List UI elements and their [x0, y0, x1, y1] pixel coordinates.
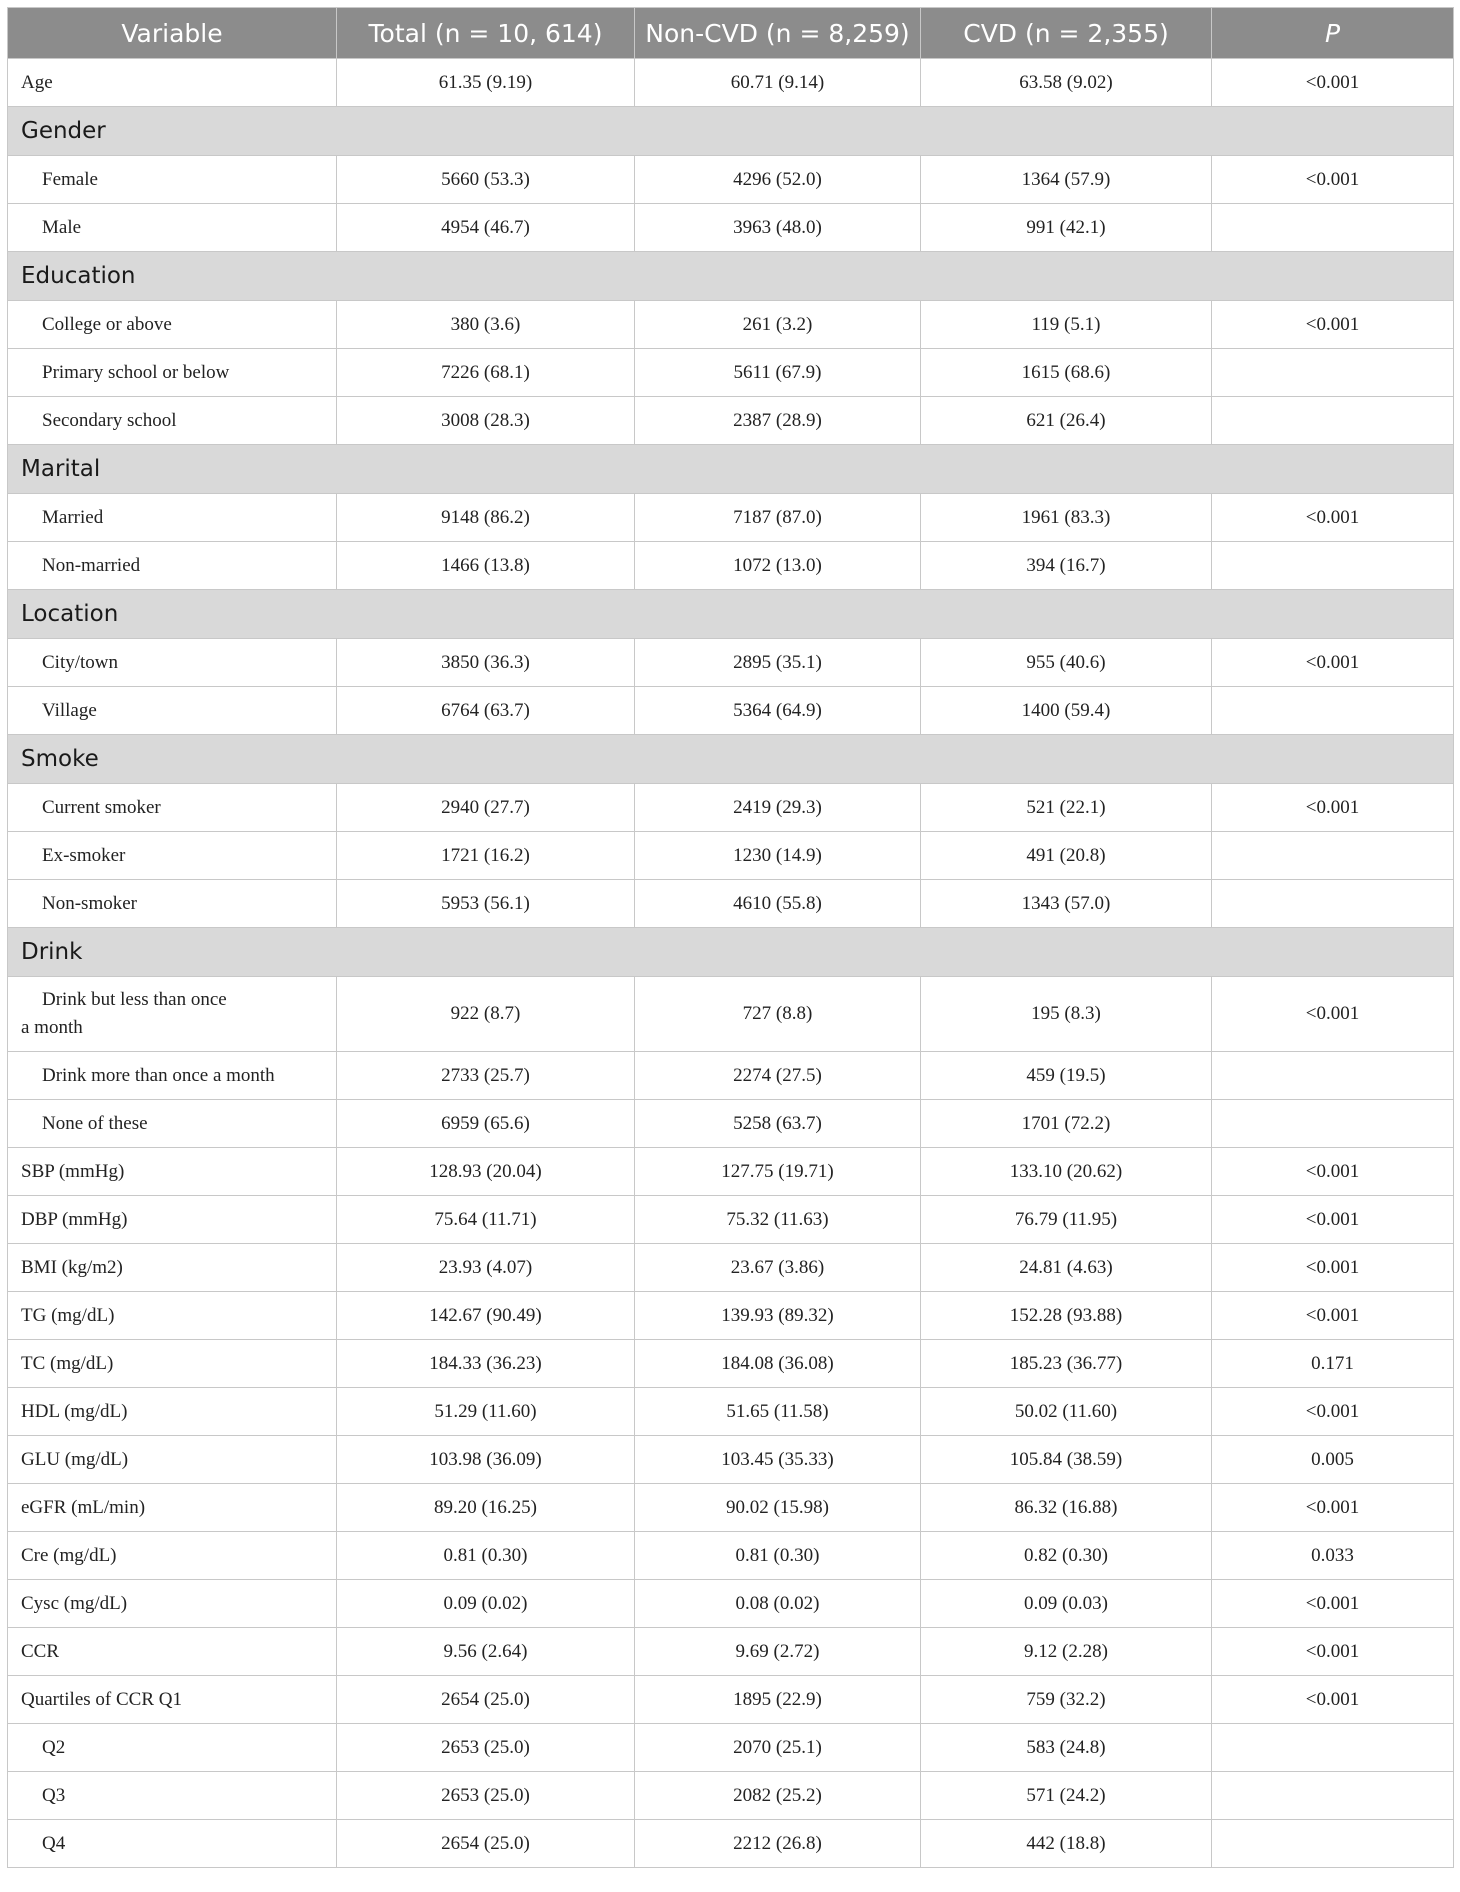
- cell-non-cvd: 51.65 (11.58): [635, 1388, 921, 1436]
- cell-cvd: 133.10 (20.62): [921, 1148, 1212, 1196]
- cell-total: 7226 (68.1): [337, 349, 635, 397]
- cell-cvd: 152.28 (93.88): [921, 1292, 1212, 1340]
- cell-cvd: 442 (18.8): [921, 1820, 1212, 1868]
- cell-variable: Cysc (mg/dL): [8, 1580, 337, 1628]
- table-row: [8, 349, 1454, 397]
- cell-non-cvd: 4610 (55.8): [635, 880, 921, 928]
- cell-variable: Quartiles of CCR Q1: [8, 1676, 337, 1724]
- cell-p-value: <0.001: [1212, 639, 1454, 687]
- cell-total: 128.93 (20.04): [337, 1148, 635, 1196]
- section-header-row: [8, 590, 1454, 639]
- cell-variable: DBP (mmHg): [8, 1196, 337, 1244]
- cell-cvd: 105.84 (38.59): [921, 1436, 1212, 1484]
- table-row: [8, 397, 1454, 445]
- cell-non-cvd: 2387 (28.9): [635, 397, 921, 445]
- cell-non-cvd: 60.71 (9.14): [635, 59, 921, 107]
- cell-cvd: 491 (20.8): [921, 832, 1212, 880]
- cell-variable: SBP (mmHg): [8, 1148, 337, 1196]
- cell-non-cvd: 184.08 (36.08): [635, 1340, 921, 1388]
- cell-variable: Age: [8, 59, 337, 107]
- table-row: [8, 156, 1454, 204]
- cell-variable: Male: [8, 204, 337, 252]
- table-row: [8, 977, 1454, 1052]
- cell-variable: eGFR (mL/min): [8, 1484, 337, 1532]
- section-label: Location: [8, 590, 1454, 639]
- cell-p-value: [1212, 349, 1454, 397]
- cell-p-value: [1212, 542, 1454, 590]
- cell-p-value: <0.001: [1212, 156, 1454, 204]
- cell-non-cvd: 139.93 (89.32): [635, 1292, 921, 1340]
- cell-total: 61.35 (9.19): [337, 59, 635, 107]
- cell-cvd: 63.58 (9.02): [921, 59, 1212, 107]
- cell-cvd: 521 (22.1): [921, 784, 1212, 832]
- cell-variable: Q4: [8, 1820, 337, 1868]
- cell-p-value: [1212, 1100, 1454, 1148]
- cell-variable: Q2: [8, 1724, 337, 1772]
- cell-p-value: [1212, 1724, 1454, 1772]
- cell-p-value: <0.001: [1212, 1676, 1454, 1724]
- cell-total: 2940 (27.7): [337, 784, 635, 832]
- cell-total: 922 (8.7): [337, 977, 635, 1052]
- cell-p-value: <0.001: [1212, 1628, 1454, 1676]
- label-line: Drink but less than once: [42, 989, 227, 1010]
- cell-cvd: 955 (40.6): [921, 639, 1212, 687]
- cell-variable: Drink more than once a month: [8, 1052, 337, 1100]
- cell-p-value: [1212, 687, 1454, 735]
- cell-variable: City/town: [8, 639, 337, 687]
- cell-total: 6959 (65.6): [337, 1100, 635, 1148]
- cell-p-value: <0.001: [1212, 784, 1454, 832]
- section-label: Education: [8, 252, 1454, 301]
- label-line: a month: [21, 1017, 83, 1038]
- cell-non-cvd: 261 (3.2): [635, 301, 921, 349]
- cell-total: 4954 (46.7): [337, 204, 635, 252]
- cell-total: 3850 (36.3): [337, 639, 635, 687]
- cell-total: 184.33 (36.23): [337, 1340, 635, 1388]
- section-header-row: [8, 928, 1454, 977]
- cell-total: 9.56 (2.64): [337, 1628, 635, 1676]
- cell-non-cvd: 2212 (26.8): [635, 1820, 921, 1868]
- cell-cvd: 0.82 (0.30): [921, 1532, 1212, 1580]
- table-row: [8, 784, 1454, 832]
- cell-p-value: [1212, 204, 1454, 252]
- table-row: [8, 59, 1454, 107]
- cell-cvd: 195 (8.3): [921, 977, 1212, 1052]
- header-non-cvd: Non-CVD (n = 8,259): [635, 8, 921, 59]
- table-row: [8, 1436, 1454, 1484]
- table-row: [8, 1388, 1454, 1436]
- cell-total: 142.67 (90.49): [337, 1292, 635, 1340]
- cell-variable: Q3: [8, 1772, 337, 1820]
- cell-cvd: 76.79 (11.95): [921, 1196, 1212, 1244]
- cell-cvd: 583 (24.8): [921, 1724, 1212, 1772]
- table-row: [8, 1676, 1454, 1724]
- cell-cvd: 759 (32.2): [921, 1676, 1212, 1724]
- table-row: [8, 1628, 1454, 1676]
- cell-non-cvd: 2895 (35.1): [635, 639, 921, 687]
- cell-total: 23.93 (4.07): [337, 1244, 635, 1292]
- cell-cvd: 1400 (59.4): [921, 687, 1212, 735]
- cell-p-value: <0.001: [1212, 1580, 1454, 1628]
- cell-p-value: [1212, 1772, 1454, 1820]
- cell-p-value: <0.001: [1212, 301, 1454, 349]
- cell-non-cvd: 5611 (67.9): [635, 349, 921, 397]
- cell-cvd: 50.02 (11.60): [921, 1388, 1212, 1436]
- cell-cvd: 1961 (83.3): [921, 494, 1212, 542]
- section-label: Gender: [8, 107, 1454, 156]
- section-label: Drink: [8, 928, 1454, 977]
- cell-variable: [8, 977, 337, 1052]
- cell-variable: GLU (mg/dL): [8, 1436, 337, 1484]
- cell-p-value: <0.001: [1212, 59, 1454, 107]
- cell-non-cvd: 2082 (25.2): [635, 1772, 921, 1820]
- cell-non-cvd: 3963 (48.0): [635, 204, 921, 252]
- cell-non-cvd: 90.02 (15.98): [635, 1484, 921, 1532]
- cell-non-cvd: 2274 (27.5): [635, 1052, 921, 1100]
- cell-p-value: <0.001: [1212, 1484, 1454, 1532]
- header-cvd: CVD (n = 2,355): [921, 8, 1212, 59]
- cell-cvd: 119 (5.1): [921, 301, 1212, 349]
- cell-cvd: 86.32 (16.88): [921, 1484, 1212, 1532]
- cell-p-value: <0.001: [1212, 494, 1454, 542]
- cell-p-value: <0.001: [1212, 1292, 1454, 1340]
- cell-non-cvd: 0.81 (0.30): [635, 1532, 921, 1580]
- cell-p-value: <0.001: [1212, 1196, 1454, 1244]
- cell-total: 3008 (28.3): [337, 397, 635, 445]
- cell-variable: Secondary school: [8, 397, 337, 445]
- cell-total: 103.98 (36.09): [337, 1436, 635, 1484]
- table-row: [8, 1724, 1454, 1772]
- cell-cvd: 1364 (57.9): [921, 156, 1212, 204]
- header-total: Total (n = 10, 614): [337, 8, 635, 59]
- table-row: [8, 1772, 1454, 1820]
- table-row: [8, 1196, 1454, 1244]
- cell-variable: College or above: [8, 301, 337, 349]
- cell-non-cvd: 1072 (13.0): [635, 542, 921, 590]
- cell-variable: None of these: [8, 1100, 337, 1148]
- cell-variable: Non-married: [8, 542, 337, 590]
- cell-non-cvd: 7187 (87.0): [635, 494, 921, 542]
- cell-cvd: 0.09 (0.03): [921, 1580, 1212, 1628]
- cell-p-value: [1212, 397, 1454, 445]
- cell-p-value: <0.001: [1212, 1388, 1454, 1436]
- table-row: [8, 687, 1454, 735]
- table-row: [8, 1100, 1454, 1148]
- cell-cvd: 1615 (68.6): [921, 349, 1212, 397]
- cell-p-value: <0.001: [1212, 977, 1454, 1052]
- cell-total: 89.20 (16.25): [337, 1484, 635, 1532]
- section-label: Smoke: [8, 735, 1454, 784]
- table-row: [8, 1820, 1454, 1868]
- cell-non-cvd: 5364 (64.9): [635, 687, 921, 735]
- cell-variable: TG (mg/dL): [8, 1292, 337, 1340]
- cell-total: 2654 (25.0): [337, 1676, 635, 1724]
- cell-p-value: <0.001: [1212, 1148, 1454, 1196]
- cell-non-cvd: 5258 (63.7): [635, 1100, 921, 1148]
- cell-total: 1721 (16.2): [337, 832, 635, 880]
- table-row: [8, 832, 1454, 880]
- cell-p-value: [1212, 1820, 1454, 1868]
- cell-non-cvd: 9.69 (2.72): [635, 1628, 921, 1676]
- table-row: [8, 301, 1454, 349]
- cell-variable: TC (mg/dL): [8, 1340, 337, 1388]
- cell-p-value: [1212, 1052, 1454, 1100]
- cell-variable: Current smoker: [8, 784, 337, 832]
- cell-non-cvd: 103.45 (35.33): [635, 1436, 921, 1484]
- cell-variable: HDL (mg/dL): [8, 1388, 337, 1436]
- cell-non-cvd: 2419 (29.3): [635, 784, 921, 832]
- cell-non-cvd: 127.75 (19.71): [635, 1148, 921, 1196]
- cell-non-cvd: 727 (8.8): [635, 977, 921, 1052]
- cell-variable: Female: [8, 156, 337, 204]
- cell-non-cvd: 23.67 (3.86): [635, 1244, 921, 1292]
- header-p-value: P: [1212, 8, 1454, 59]
- cell-total: 5660 (53.3): [337, 156, 635, 204]
- section-header-row: [8, 107, 1454, 156]
- cell-total: 2653 (25.0): [337, 1772, 635, 1820]
- cell-cvd: 24.81 (4.63): [921, 1244, 1212, 1292]
- cell-cvd: 185.23 (36.77): [921, 1340, 1212, 1388]
- cell-variable: Married: [8, 494, 337, 542]
- cell-total: 0.81 (0.30): [337, 1532, 635, 1580]
- cell-total: 9148 (86.2): [337, 494, 635, 542]
- cell-p-value: [1212, 832, 1454, 880]
- table-row: [8, 494, 1454, 542]
- cell-cvd: 1343 (57.0): [921, 880, 1212, 928]
- cell-total: 5953 (56.1): [337, 880, 635, 928]
- baseline-characteristics-table: [7, 7, 1454, 1868]
- cell-variable: Ex-smoker: [8, 832, 337, 880]
- table-row: [8, 1532, 1454, 1580]
- cell-total: 51.29 (11.60): [337, 1388, 635, 1436]
- cell-total: 380 (3.6): [337, 301, 635, 349]
- cell-total: 2653 (25.0): [337, 1724, 635, 1772]
- cell-non-cvd: 1895 (22.9): [635, 1676, 921, 1724]
- section-label: Marital: [8, 445, 1454, 494]
- table-row: [8, 639, 1454, 687]
- cell-p-value: [1212, 880, 1454, 928]
- header-row: [8, 8, 1454, 59]
- cell-cvd: 459 (19.5): [921, 1052, 1212, 1100]
- table-row: [8, 1244, 1454, 1292]
- cell-total: 1466 (13.8): [337, 542, 635, 590]
- table-row: [8, 1484, 1454, 1532]
- table-row: [8, 204, 1454, 252]
- table-container: [7, 7, 1453, 1868]
- cell-total: 0.09 (0.02): [337, 1580, 635, 1628]
- cell-variable: Cre (mg/dL): [8, 1532, 337, 1580]
- cell-cvd: 1701 (72.2): [921, 1100, 1212, 1148]
- table-body: [8, 59, 1454, 1868]
- cell-total: 75.64 (11.71): [337, 1196, 635, 1244]
- cell-non-cvd: 4296 (52.0): [635, 156, 921, 204]
- table-row: [8, 1292, 1454, 1340]
- table-header: [8, 8, 1454, 59]
- table-row: [8, 1580, 1454, 1628]
- cell-variable: Primary school or below: [8, 349, 337, 397]
- header-variable: Variable: [8, 8, 337, 59]
- section-header-row: [8, 735, 1454, 784]
- cell-p-value: 0.033: [1212, 1532, 1454, 1580]
- table-row: [8, 1052, 1454, 1100]
- cell-variable: BMI (kg/m2): [8, 1244, 337, 1292]
- cell-variable: CCR: [8, 1628, 337, 1676]
- section-header-row: [8, 252, 1454, 301]
- cell-non-cvd: 0.08 (0.02): [635, 1580, 921, 1628]
- cell-p-value: 0.005: [1212, 1436, 1454, 1484]
- cell-non-cvd: 75.32 (11.63): [635, 1196, 921, 1244]
- cell-variable: Non-smoker: [8, 880, 337, 928]
- cell-cvd: 394 (16.7): [921, 542, 1212, 590]
- cell-non-cvd: 2070 (25.1): [635, 1724, 921, 1772]
- cell-total: 6764 (63.7): [337, 687, 635, 735]
- cell-total: 2733 (25.7): [337, 1052, 635, 1100]
- cell-cvd: 991 (42.1): [921, 204, 1212, 252]
- table-row: [8, 542, 1454, 590]
- cell-cvd: 9.12 (2.28): [921, 1628, 1212, 1676]
- cell-total: 2654 (25.0): [337, 1820, 635, 1868]
- cell-variable: Village: [8, 687, 337, 735]
- cell-p-value: <0.001: [1212, 1244, 1454, 1292]
- cell-non-cvd: 1230 (14.9): [635, 832, 921, 880]
- table-row: [8, 880, 1454, 928]
- cell-p-value: 0.171: [1212, 1340, 1454, 1388]
- cell-cvd: 621 (26.4): [921, 397, 1212, 445]
- table-row: [8, 1340, 1454, 1388]
- section-header-row: [8, 445, 1454, 494]
- cell-cvd: 571 (24.2): [921, 1772, 1212, 1820]
- table-row: [8, 1148, 1454, 1196]
